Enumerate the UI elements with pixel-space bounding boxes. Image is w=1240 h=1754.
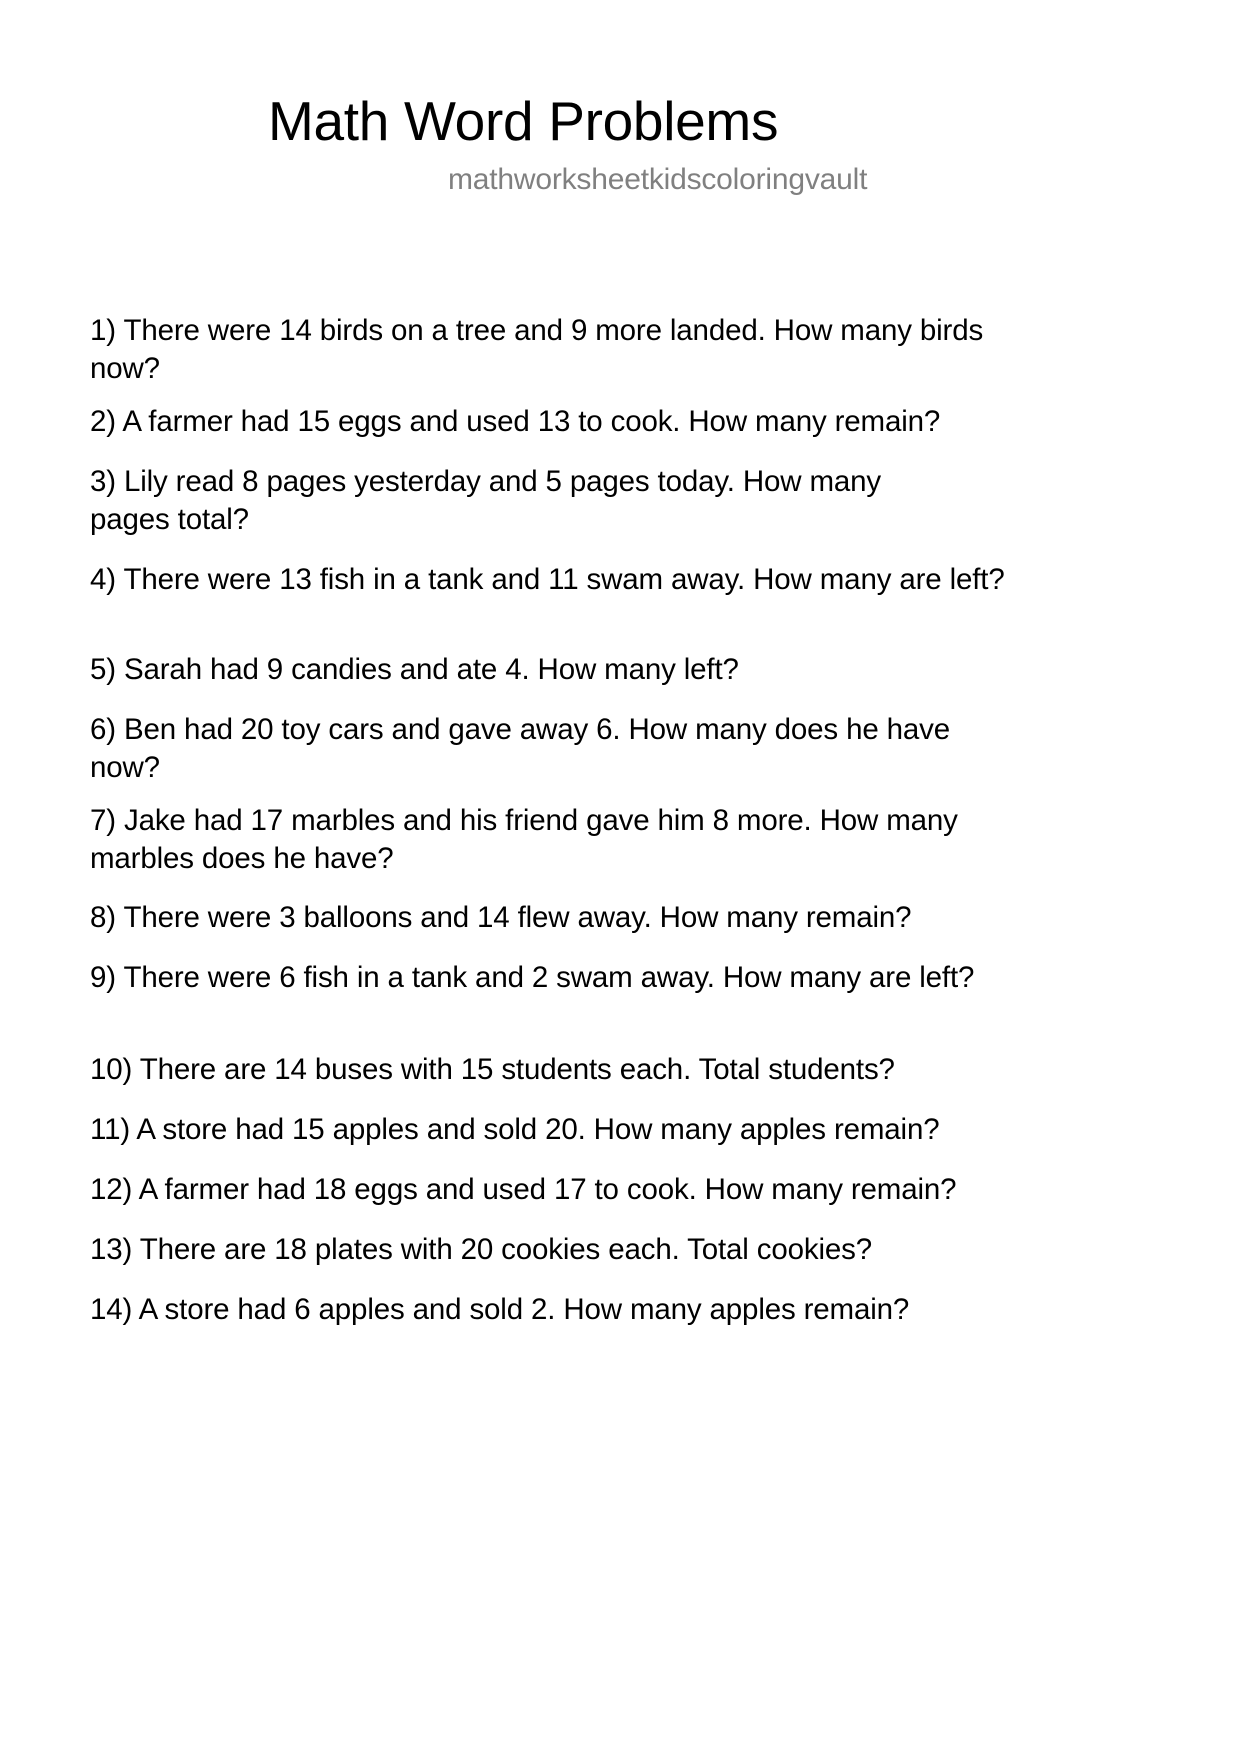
- problem-item: 8) There were 3 balloons and 14 flew away. How many remain?: [90, 901, 912, 934]
- problem-item: 4) There were 13 fish in a tank and 11 swam away. How many are left?: [90, 563, 1005, 596]
- problem-item: 12) A farmer had 18 eggs and used 17 to cook. How many remain?: [90, 1173, 957, 1206]
- problem-item: 6) Ben had 20 toy cars and gave away 6. How many does he have now?: [90, 713, 950, 784]
- problem-item: 14) A store had 6 apples and sold 2. How many apples remain?: [90, 1293, 910, 1326]
- problem-item: 9) There were 6 fish in a tank and 2 swam away. How many are left?: [90, 961, 975, 994]
- page-title: Math Word Problems: [268, 90, 779, 152]
- problem-item: 5) Sarah had 9 candies and ate 4. How many left?: [90, 653, 739, 686]
- problem-item: 1) There were 14 birds on a tree and 9 more landed. How many birds now?: [90, 314, 984, 385]
- page-subtitle: mathworksheetkidscoloringvault: [448, 163, 868, 196]
- problem-item: 3) Lily read 8 pages yesterday and 5 pages today. How many pages total?: [90, 465, 881, 536]
- problem-item: 11) A store had 15 apples and sold 20. How many apples remain?: [90, 1113, 940, 1146]
- problem-item: 2) A farmer had 15 eggs and used 13 to cook. How many remain?: [90, 405, 941, 438]
- problem-item: 7) Jake had 17 marbles and his friend gave him 8 more. How many marbles does he have?: [90, 804, 958, 875]
- problem-item: 13) There are 18 plates with 20 cookies each. Total cookies?: [90, 1233, 872, 1266]
- problem-item: 10) There are 14 buses with 15 students each. Total students?: [90, 1053, 895, 1086]
